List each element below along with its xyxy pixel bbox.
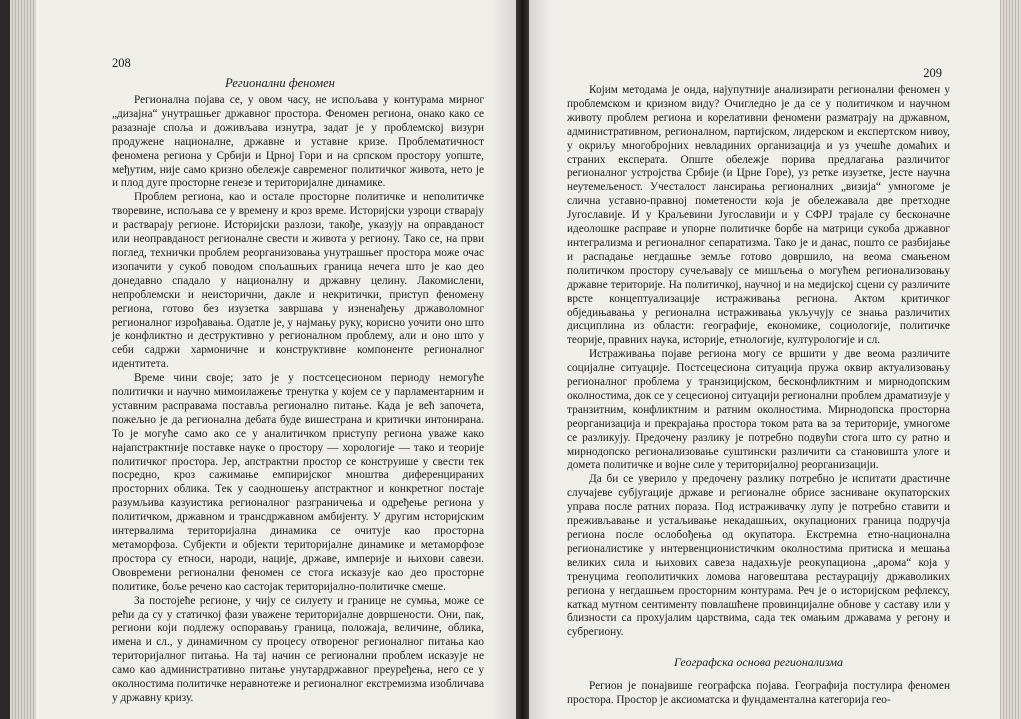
page-number: 208 (112, 56, 131, 70)
paragraph: Да би се уверило у предочену разлику потребно је испитати драстичне случајеве субјугације државе и регионалне обрисе засниване окупаторских управа после ратних пораза. Под истраживачку лупу је потребно ставити и преживљавање и устаљивање некадашњих, окупационих граница подручја региона после ослобођења од окупатора. Екстремна етно-национална регионалистике у интервенционистичким околностима притиска и мешања великих сила и њихових савеза надахњује реокупациона „арома“ која у тренуцима геополитичких ломова наговештава рестаурацију државоликих региона у негдашњем просторним контурама. Реч је о историјском рефлексу, каткад мутном сентименту повлашћене провинцијалне обнове у саставу или у близности са прохујалим царствима, сада тек омањим државама у регону и субрегиону. (567, 473, 950, 639)
left-page-body (112, 94, 484, 706)
paragraph: Истраживања појаве региона могу се вршити у две веома различите социјалне ситуације. Постсецесиона ситуација пружа оквир актуализовању регионалног проблема у транзицијском, бесконфликтним и мирнодопским околностима, док се у сецесионој ситуацији регионални проблем драматизује у транзитним, конфликтним и ратним околностима. Мирнодопска просторна реорганизација и прекрајања простора током рата ва за територије, умногоме се разликују. Предочену разлику је потребно подвући стога што су ратно и мирнодопско регионализовање суштински различити са становишта улоге и домета политичке и војне силе у територијалној реорганизацији. (567, 348, 950, 472)
paragraph: Проблем региона, као и остале просторне политичке и неполитичке творевине, испољава се у времену и кроз време. Историјски узроци стварају и раствараjу регионе. Историјски разлози, такође, указују на оправданост или неоправданост регионалне свести и живота у региону. Тако се, на први поглед, технички проблем реорганизовања унутрашњег простора може очас изопачити у сукоб поводом спољашњих граница нечега што је као део донедавно спадало у националну и државну целину. Лакомислени, непроблемски и неисторични, дакле и некритички, приступ феномену региона, готово без изузетка завршава у изненађењу државоломног регионалног изрођавања. Одатле је, у најмању руку, корисно уочити оно што је конфликтно и деструктивно у регионалном проблему, али и оно што у себи садржи хармоничне и конструктивне компоненте регионалног идентитета. (112, 191, 484, 371)
paragraph: Време чини своје; зато је у постсецесионом периоду немогуће политички и научно мимоилажење тренутка у којем се у парламентарним и уставним расправама поставља регионално питање. Када је већ започета, пожељно је да регионална дебата буде вишестрана и критички интонирана. То је могуће само ако се у аналитичком приступу региона уваже како најапстрактније поставке науке о простору — хорологије — тако и теорије политичког простора. Јер, апстрактни простор се конструише у свести тек посредно, кроз сажимање емпиријског мноштва диференцираних просторних облика. Тек у саодношењу апстрактног и конкретног постаје разумљива казуистика регионалног разграничења и одређење региона у политичком, државном и трансдржавном амбијенту. У другим историјским интервалима територијална динамика се очитује као просторна метаморфоза. Субјекти и објекти територијалне динамике и метаморфозе простора су етноси, народи, нације, државе, империје и њихови савези. Ововремени регионални феномен се стога исказује као део просторне политике, боље речено као састојак територијално-политичке смеше. (112, 372, 484, 593)
right-page-body (567, 84, 950, 708)
page-number: 209 (923, 66, 942, 80)
page-stack-edge-left (10, 0, 36, 719)
right-page (529, 0, 1000, 719)
book-gutter (516, 0, 529, 719)
paragraph: За постојеће регионе, у чију се силуету и границе не сумња, може се рећи да су у статичкој фази уважене територијалне довршености. Они, пак, региони који подлежу оспоравању граница, положаја, величине, облика, имена и сл., у динамичном су процесу отвореног регионалног питања као територијалног питања. На тај начин се регионални проблем исказује не само као административно питање унутардржавног преуређења, него се у околностима политичке неравнотеже и регионалног екстремизма изобличава у државну кризу. (112, 594, 484, 704)
paragraph: Регион је понајвише географска појава. Географија постулира феномен простора. Простор је аксиоматска и фундаментална категорија гео- (567, 680, 950, 707)
paragraph: Којим методама је онда, најупутније анализирати регионални феномен у проблемском и кризном виду? Очигледно је да се у политичком и научном животу проблем региона и корелативни феномени разматрају на државном, административном, регионалном, партијском, лидерском и експертском нивоу, у окриљу многобројних невладиних организација и уз учешће домаћих и страних експерата. Опште обележје порива предлагања различитог регионалног устројства Србије (и Црне Горе), уз ретке изузетке, јесте научна неутемељеност. Учесталост лансирања регионалних „визија“ умногоме је слична уставно-правној пометености која је обележавала две претходне Југославије. И у Краљевини Југославији и у СФРЈ трајале су бесконачне идеолошке расправе и упорне политичке борбе на матрици сукоба државног интегрализма и регионалног сепаратизма. Тако је и данас, пошто се разбијање и распадање негдашње земље готово довршило, на веома смањеном политичком простору сучељавају се мишљења о могућем регионализовању државне територије. На политичкој, научној и на медијској сцени су различите врсте концептуализације истраживања региона. Актом критичког обједињавања у регионална истраживања укључују се знања различитих дисциплина из области: географије, економике, социологије, политичке теорије, правних наука, историје, етнологије, културологије и сл. (567, 84, 950, 347)
page-stack-edge-right (1000, 0, 1021, 719)
section-heading: Географска основа регионализма (673, 655, 844, 670)
left-page (36, 0, 516, 719)
paragraph: Регионална појава се, у овом часу, не испољава у контурама мирног „дизајна“ унутрашњег државног простора. Феномен региона, онако како се разазнаје споља и доживљава изнутра, задат је у проблемској визури продужене националне, државне и уставне кризе. Проблематичност феномена региона у Србији и Црној Гори и на српском простору уопште, међутим, није само кризно обележје савременог политичког живота, нето је и плод дуге просторне генезе и територијалне динамике. (112, 94, 484, 190)
running-head: Регионални феномен (225, 76, 335, 90)
